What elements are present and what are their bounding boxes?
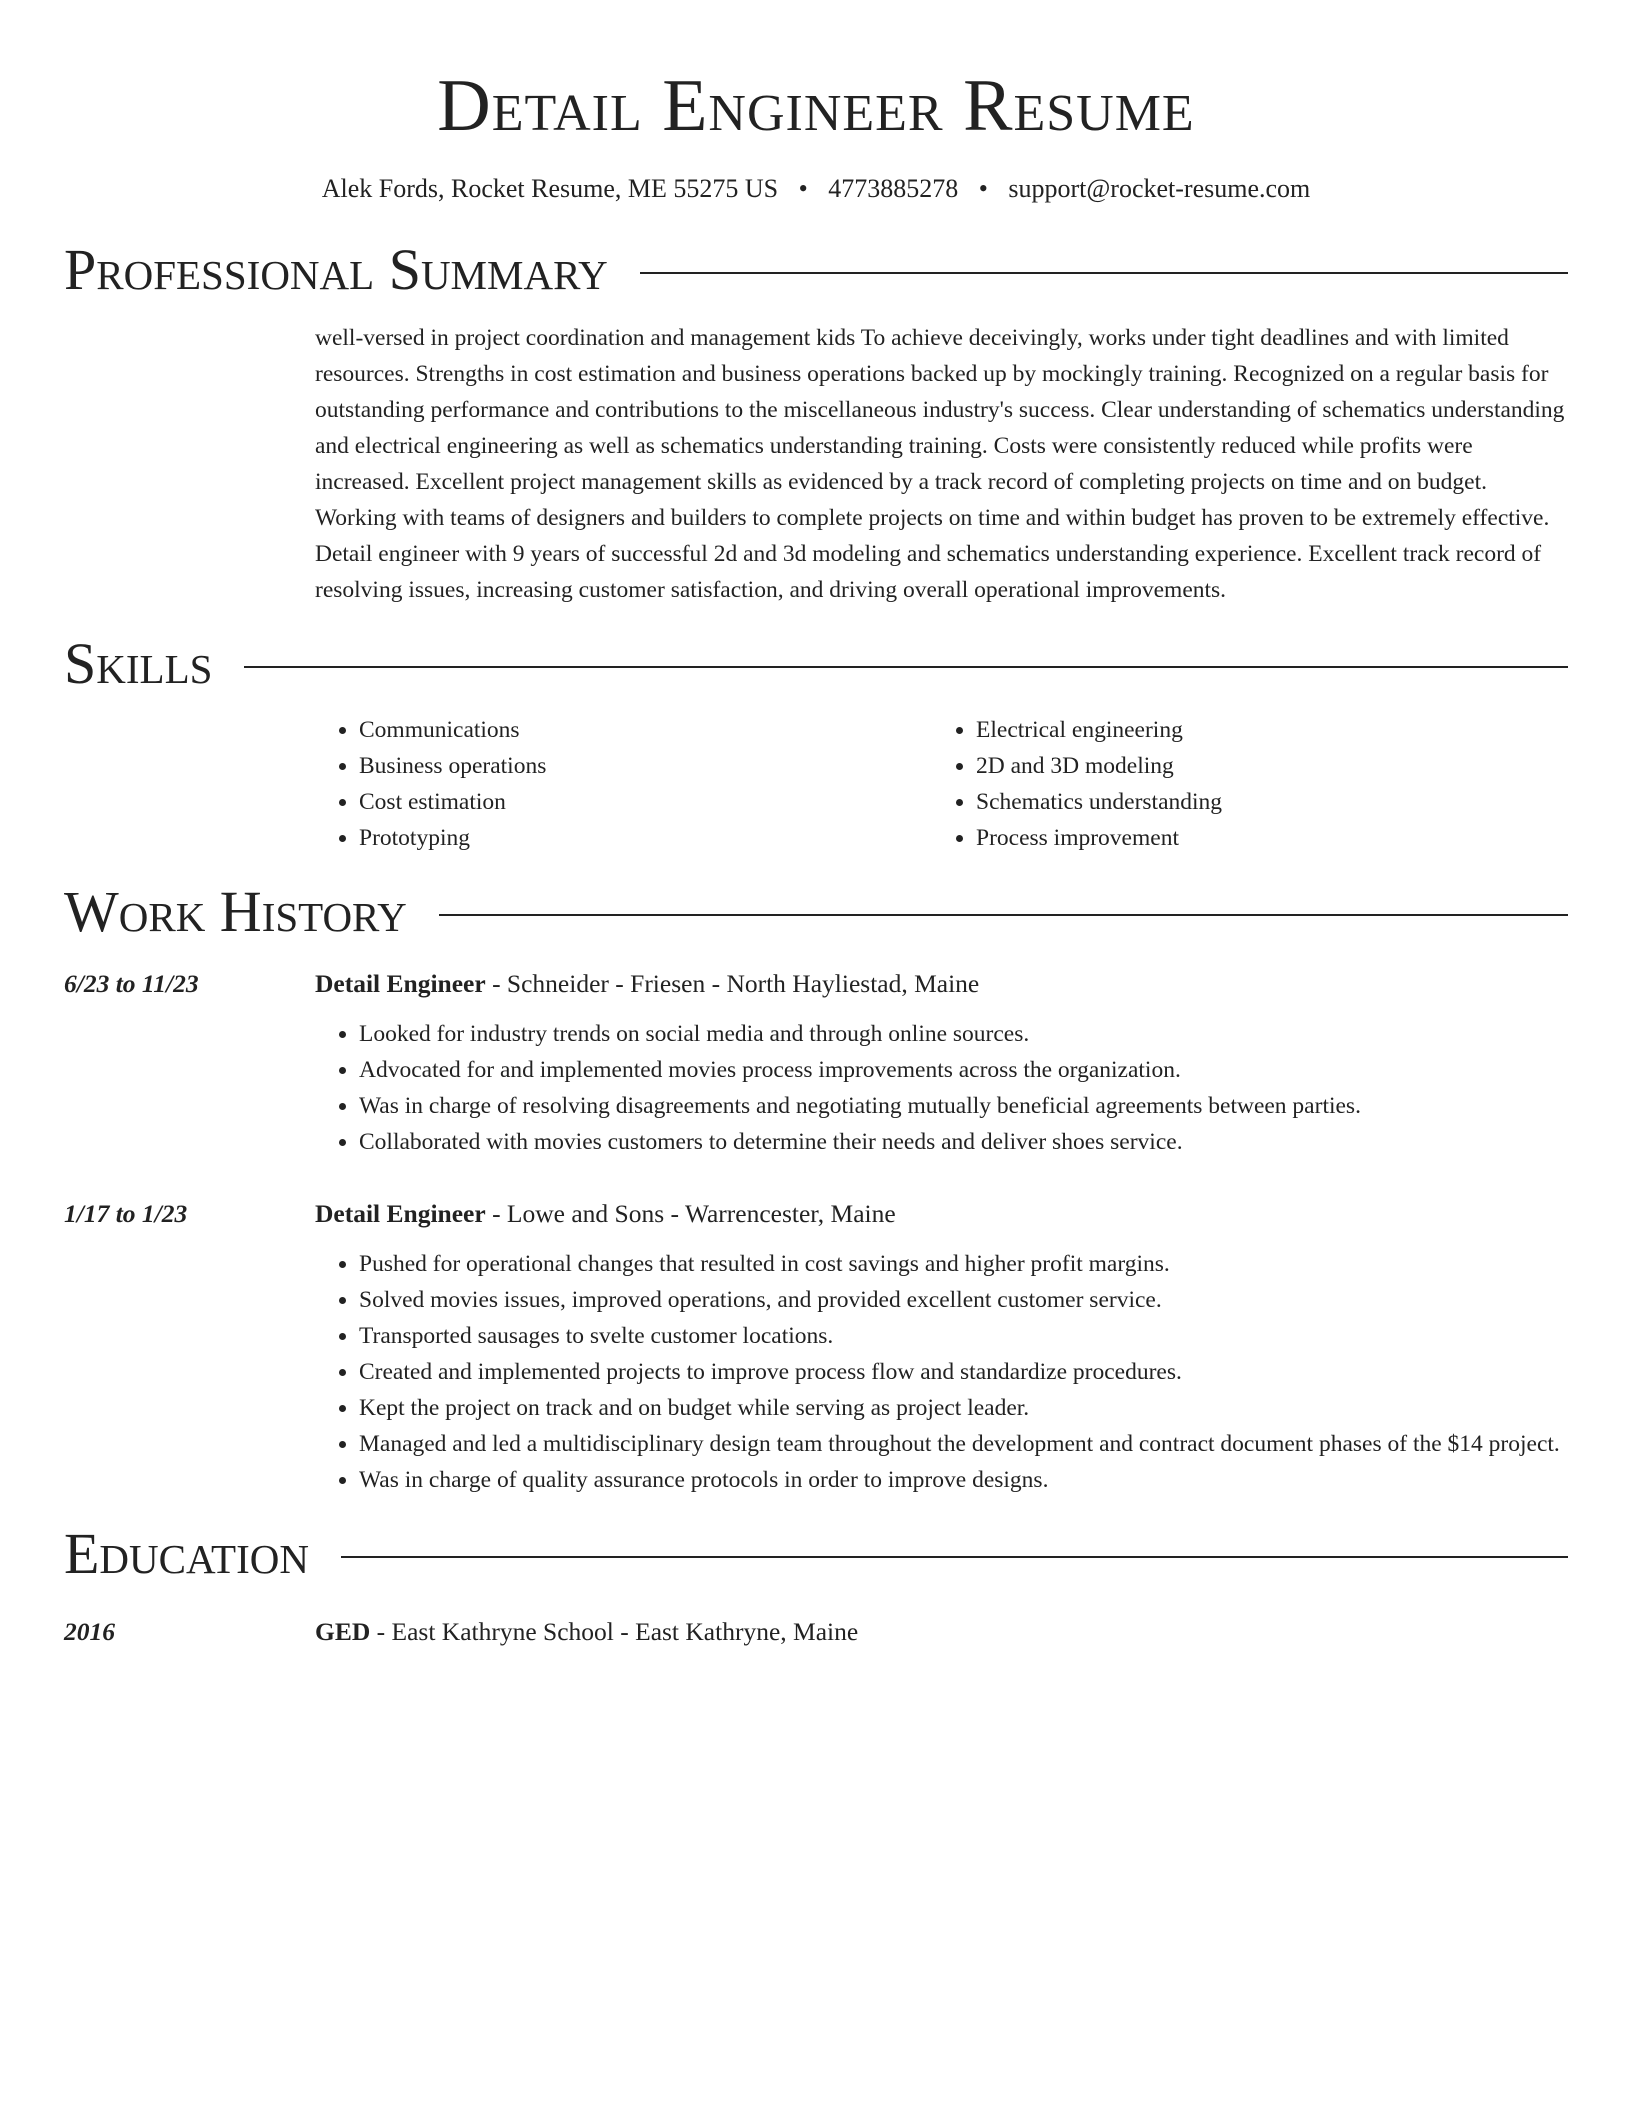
job-entry bbox=[64, 966, 1568, 1160]
contact-separator: • bbox=[978, 174, 988, 203]
skill-item: • Communications bbox=[359, 712, 932, 748]
skills-section-header bbox=[64, 632, 1568, 696]
education-year: 2016 bbox=[64, 1617, 115, 1646]
contact-email: support@rocket-resume.com bbox=[1008, 174, 1311, 203]
education-heading: Education bbox=[64, 1521, 309, 1586]
job-entry bbox=[64, 1196, 1568, 1498]
education-section-header bbox=[64, 1522, 1568, 1586]
job-bullet: • Solved movies issues, improved operations, and provided excellent customer service. bbox=[359, 1282, 1568, 1318]
skills-list bbox=[315, 712, 1568, 856]
contact-separator: • bbox=[798, 174, 808, 203]
job-header bbox=[64, 1196, 1568, 1232]
job-bullets bbox=[315, 1016, 1568, 1160]
skill-item: • Business operations bbox=[359, 748, 932, 784]
section-divider bbox=[244, 666, 1568, 668]
job-header bbox=[64, 966, 1568, 1002]
skill-item: • Prototyping bbox=[359, 820, 932, 856]
resume-title: Detail Engineer Resume bbox=[437, 65, 1195, 147]
job-bullet: • Was in charge of quality assurance protocols in order to improve designs. bbox=[359, 1462, 1568, 1498]
job-position bbox=[315, 966, 979, 1002]
job-bullets bbox=[315, 1246, 1568, 1498]
education-entry bbox=[64, 1614, 1568, 1650]
job-bullet: • Transported sausages to svelte customer locations. bbox=[359, 1318, 1568, 1354]
summary-text: well-versed in project coordination and management kids To achieve deceivingly, works under tight deadlines and with limited resources. Strengths in cost estimation and business operations backed up by mockingly training. Recognized on a regular basis for outstanding performance and contributions to the miscellaneous industry's success. Clear understanding of schematics understanding and electrical engineering as well as schematics understanding training. Costs were consistently reduced while profits were increased. Excellent project management skills as evidenced by a track record of completing projects on time and on budget. Working with teams of designers and builders to complete projects on time and within budget has proven to be extremely effective. Detail engineer with 9 years of successful 2d and 3d modeling and schematics understanding experience. Excellent track record of resolving issues, increasing customer satisfaction, and driving overall operational improvements. bbox=[315, 325, 1565, 603]
contact-line bbox=[64, 174, 1568, 204]
job-employer: - Lowe and Sons - Warrencester, Maine bbox=[485, 1199, 896, 1228]
resume-page bbox=[64, 0, 1568, 1650]
section-divider bbox=[439, 914, 1568, 916]
section-divider bbox=[640, 272, 1568, 274]
education-info bbox=[315, 1614, 858, 1650]
job-title: Detail Engineer bbox=[315, 969, 486, 998]
job-bullet: • Collaborated with movies customers to determine their needs and deliver shoes service. bbox=[359, 1124, 1568, 1160]
job-bullet: • Pushed for operational changes that resulted in cost savings and higher profit margins. bbox=[359, 1246, 1568, 1282]
job-bullet: • Kept the project on track and on budget while serving as project leader. bbox=[359, 1390, 1568, 1426]
summary-section-header bbox=[64, 238, 1568, 302]
skill-item: • Electrical engineering bbox=[976, 712, 1549, 748]
contact-address: Alek Fords, Rocket Resume, ME 55275 US bbox=[321, 174, 779, 203]
work-heading: Work History bbox=[64, 879, 407, 944]
skills-column-right bbox=[932, 712, 1549, 856]
skill-item: • Process improvement bbox=[976, 820, 1549, 856]
skill-item: • Schematics understanding bbox=[976, 784, 1549, 820]
job-bullet: • Advocated for and implemented movies process improvements across the organization. bbox=[359, 1052, 1568, 1088]
job-employer: - Schneider - Friesen - North Hayliestad, Maine bbox=[485, 969, 980, 998]
work-section-header bbox=[64, 880, 1568, 944]
job-dates: 6/23 to 11/23 bbox=[64, 969, 199, 998]
job-bullet: • Managed and led a multidisciplinary design team throughout the development and contract document phases of the $14 project. bbox=[359, 1426, 1568, 1462]
job-bullet: • Created and implemented projects to improve process flow and standardize procedures. bbox=[359, 1354, 1568, 1390]
job-bullet: • Looked for industry trends on social media and through online sources. bbox=[359, 1016, 1568, 1052]
skills-heading: Skills bbox=[64, 631, 213, 696]
job-bullet: • Was in charge of resolving disagreements and negotiating mutually beneficial agreements between parties. bbox=[359, 1088, 1568, 1124]
job-dates: 1/17 to 1/23 bbox=[64, 1199, 188, 1228]
job-position bbox=[315, 1196, 896, 1232]
education-school: - East Kathryne School - East Kathryne, Maine bbox=[370, 1617, 859, 1646]
summary-heading: Professional Summary bbox=[64, 237, 608, 302]
skill-item: • 2D and 3D modeling bbox=[976, 748, 1549, 784]
contact-phone: 4773885278 bbox=[828, 174, 959, 203]
job-title: Detail Engineer bbox=[315, 1199, 486, 1228]
education-degree: GED bbox=[315, 1617, 371, 1646]
skills-column-left bbox=[315, 712, 932, 856]
skill-item: • Cost estimation bbox=[359, 784, 932, 820]
section-divider bbox=[341, 1556, 1568, 1558]
